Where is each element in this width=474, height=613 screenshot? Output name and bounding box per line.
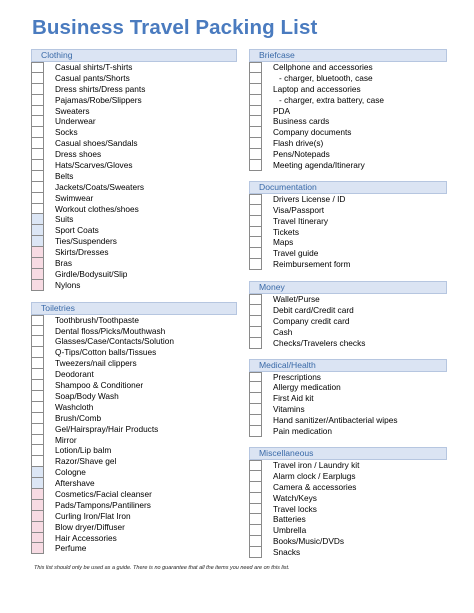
item-label: Girdle/Bodysuit/Slip xyxy=(55,268,128,279)
item-label: Sport Coats xyxy=(55,225,99,236)
checkbox[interactable] xyxy=(31,358,44,369)
item-label: Reimbursement form xyxy=(273,259,351,270)
item-label: Debit card/Credit card xyxy=(273,305,354,316)
checkbox[interactable] xyxy=(249,116,262,127)
item-label: Flash drive(s) xyxy=(273,138,324,149)
checkbox[interactable] xyxy=(31,402,44,413)
item-label: Nylons xyxy=(55,279,81,290)
item-label: Aftershave xyxy=(55,478,95,489)
section-medical xyxy=(249,359,447,437)
item-label: Tickets xyxy=(273,226,299,237)
checkbox[interactable] xyxy=(31,204,44,215)
checkbox[interactable] xyxy=(249,248,262,259)
checkbox[interactable] xyxy=(31,445,44,456)
item-label: Perfume xyxy=(55,543,87,554)
checkbox[interactable] xyxy=(31,182,44,193)
section-header-documentation: Documentation xyxy=(249,181,447,194)
checkbox[interactable] xyxy=(31,247,44,258)
item-label: Wallet/Purse xyxy=(273,294,320,305)
item-label: Travel iron / Laundry kit xyxy=(273,459,360,470)
checkbox[interactable] xyxy=(249,149,262,160)
disclaimer-note: This list should only be used as a guide. There is no guarantee that all the items you need are on this list. xyxy=(34,565,290,571)
checkbox[interactable] xyxy=(249,426,262,437)
checkbox[interactable] xyxy=(249,382,262,393)
list-item xyxy=(249,248,447,259)
item-label: Deodorant xyxy=(55,369,94,380)
item-label: Shampoo & Conditioner xyxy=(55,380,144,391)
item-label: Mirror xyxy=(55,434,77,445)
list-item xyxy=(249,382,447,393)
list-item xyxy=(249,372,447,383)
list-item xyxy=(249,116,447,127)
item-label: Allergy medication xyxy=(273,382,341,393)
misc-list xyxy=(249,460,447,558)
checkbox[interactable] xyxy=(249,127,262,138)
list-item xyxy=(249,547,447,558)
list-item xyxy=(249,536,447,547)
list-item xyxy=(249,227,447,238)
checkbox[interactable] xyxy=(31,391,44,402)
checkbox[interactable] xyxy=(249,493,262,504)
item-label: Razor/Shave gel xyxy=(55,456,117,467)
item-label: Toothbrush/Toothpaste xyxy=(55,314,139,325)
list-item xyxy=(31,369,237,380)
item-label: Dress shoes xyxy=(55,149,102,160)
money-list xyxy=(249,294,447,348)
checkbox[interactable] xyxy=(31,467,44,478)
list-item xyxy=(31,402,237,413)
checkbox[interactable] xyxy=(31,347,44,358)
list-item xyxy=(31,391,237,402)
item-label: Jackets/Coats/Sweaters xyxy=(55,181,144,192)
item-label: Snacks xyxy=(273,547,301,558)
list-item xyxy=(31,236,237,247)
item-label: - charger, extra battery, case xyxy=(279,94,384,105)
checkbox[interactable] xyxy=(31,543,44,554)
item-label: Belts xyxy=(55,170,74,181)
list-item xyxy=(249,393,447,404)
checkbox[interactable] xyxy=(31,193,44,204)
item-label: Washcloth xyxy=(55,401,94,412)
checkbox[interactable] xyxy=(31,380,44,391)
list-item xyxy=(249,316,447,327)
item-label: Laptop and accessories xyxy=(273,83,361,94)
item-label: Travel guide xyxy=(273,248,319,259)
section-header-money: Money xyxy=(249,281,447,294)
list-item xyxy=(31,347,237,358)
checkbox[interactable] xyxy=(31,280,44,291)
item-label: Q-Tips/Cotton balls/Tissues xyxy=(55,347,157,358)
briefcase-list xyxy=(249,62,447,171)
list-item xyxy=(31,214,237,225)
checkbox[interactable] xyxy=(31,95,44,106)
left-column xyxy=(31,49,237,554)
list-item xyxy=(249,84,447,95)
section-toiletries xyxy=(31,302,237,555)
item-label: Pain medication xyxy=(273,426,333,437)
right-column xyxy=(249,49,447,558)
item-label: Company documents xyxy=(273,127,352,138)
list-item xyxy=(31,326,237,337)
list-item xyxy=(31,445,237,456)
list-item xyxy=(249,294,447,305)
list-item xyxy=(31,106,237,117)
item-label: Hair Accessories xyxy=(55,532,117,543)
checkbox[interactable] xyxy=(31,456,44,467)
item-label: Hats/Scarves/Gloves xyxy=(55,160,133,171)
item-label: Pajamas/Robe/Slippers xyxy=(55,94,142,105)
checkbox[interactable] xyxy=(31,369,44,380)
item-label: Camera & accessories xyxy=(273,481,357,492)
checkbox[interactable] xyxy=(31,138,44,149)
list-item xyxy=(249,493,447,504)
item-label: Watch/Keys xyxy=(273,492,317,503)
list-item xyxy=(31,127,237,138)
item-label: Prescriptions xyxy=(273,371,321,382)
list-item xyxy=(31,138,237,149)
list-item xyxy=(249,415,447,426)
item-label: Pens/Notepads xyxy=(273,149,330,160)
item-label: Socks xyxy=(55,127,78,138)
item-label: Brush/Comb xyxy=(55,412,102,423)
item-label: Tweezers/nail clippers xyxy=(55,358,137,369)
list-item xyxy=(249,471,447,482)
checkbox[interactable] xyxy=(31,533,44,544)
item-label: Sweaters xyxy=(55,105,90,116)
checkbox[interactable] xyxy=(249,514,262,525)
list-item xyxy=(31,336,237,347)
checkbox[interactable] xyxy=(31,336,44,347)
list-item xyxy=(249,127,447,138)
list-item xyxy=(31,247,237,258)
item-label: Books/Music/DVDs xyxy=(273,536,345,547)
list-item xyxy=(249,426,447,437)
checkbox[interactable] xyxy=(31,84,44,95)
item-label: Vitamins xyxy=(273,404,305,415)
list-item xyxy=(31,511,237,522)
list-item xyxy=(249,62,447,73)
list-item xyxy=(31,73,237,84)
section-header-toiletries: Toiletries xyxy=(31,302,237,315)
list-item xyxy=(249,106,447,117)
checkbox[interactable] xyxy=(249,95,262,106)
item-label: Batteries xyxy=(273,514,306,525)
item-label: Bras xyxy=(55,258,73,269)
checkbox[interactable] xyxy=(249,294,262,305)
checkbox[interactable] xyxy=(31,171,44,182)
item-label: Alarm clock / Earplugs xyxy=(273,470,356,481)
checkbox[interactable] xyxy=(249,372,262,383)
list-item xyxy=(249,237,447,248)
item-label: Drivers License / ID xyxy=(273,193,346,204)
checkbox[interactable] xyxy=(249,547,262,558)
section-header-briefcase: Briefcase xyxy=(249,49,447,62)
checkbox[interactable] xyxy=(31,236,44,247)
item-label: Cellphone and accessories xyxy=(273,62,373,72)
list-item xyxy=(249,194,447,205)
toiletries-list xyxy=(31,315,237,555)
item-label: Company credit card xyxy=(273,315,350,326)
item-label: - charger, bluetooth, case xyxy=(279,72,373,83)
checkbox[interactable] xyxy=(249,404,262,415)
checkbox[interactable] xyxy=(31,258,44,269)
checkbox[interactable] xyxy=(249,471,262,482)
list-item xyxy=(31,62,237,73)
item-label: Curling Iron/Flat Iron xyxy=(55,510,131,521)
checkbox[interactable] xyxy=(31,326,44,337)
item-label: Underwear xyxy=(55,116,96,127)
checkbox[interactable] xyxy=(31,424,44,435)
list-item xyxy=(249,338,447,349)
checkbox[interactable] xyxy=(249,536,262,547)
list-item xyxy=(31,456,237,467)
item-label: Hand sanitizer/Antibacterial wipes xyxy=(273,415,398,426)
list-item xyxy=(31,543,237,554)
list-item xyxy=(31,182,237,193)
checkbox[interactable] xyxy=(249,305,262,316)
list-item xyxy=(31,413,237,424)
checkbox[interactable] xyxy=(249,525,262,536)
list-item xyxy=(249,205,447,216)
checkbox[interactable] xyxy=(249,415,262,426)
section-money xyxy=(249,281,447,348)
checkbox[interactable] xyxy=(249,216,262,227)
list-item xyxy=(249,95,447,106)
checkbox[interactable] xyxy=(249,504,262,515)
checkbox[interactable] xyxy=(31,106,44,117)
list-item xyxy=(31,478,237,489)
item-label: Cash xyxy=(273,326,293,337)
checkbox[interactable] xyxy=(31,435,44,446)
checkbox[interactable] xyxy=(249,160,262,171)
item-label: Glasses/Case/Contacts/Solution xyxy=(55,336,174,347)
list-item xyxy=(31,380,237,391)
list-item xyxy=(31,533,237,544)
list-item xyxy=(249,514,447,525)
list-item xyxy=(249,73,447,84)
list-item xyxy=(31,424,237,435)
item-label: Suits xyxy=(55,214,74,225)
item-label: Cosmetics/Facial cleanser xyxy=(55,488,152,499)
list-item xyxy=(31,95,237,106)
item-label: Cologne xyxy=(55,467,86,478)
checkbox[interactable] xyxy=(249,338,262,349)
item-label: Umbrella xyxy=(273,525,307,536)
list-item xyxy=(249,160,447,171)
list-item xyxy=(31,225,237,236)
item-label: Dental floss/Picks/Mouthwash xyxy=(55,325,166,336)
item-label: Casual shirts/T-shirts xyxy=(55,62,133,72)
list-item xyxy=(249,216,447,227)
list-item xyxy=(249,482,447,493)
checkbox[interactable] xyxy=(31,489,44,500)
page-title: Business Travel Packing List xyxy=(32,16,318,39)
item-label: Dress shirts/Dress pants xyxy=(55,83,146,94)
list-item xyxy=(31,116,237,127)
list-item xyxy=(31,435,237,446)
section-header-misc: Miscellaneous xyxy=(249,447,447,460)
item-label: First Aid kit xyxy=(273,393,314,404)
list-item xyxy=(31,149,237,160)
checkbox[interactable] xyxy=(31,269,44,280)
item-label: Visa/Passport xyxy=(273,204,325,215)
section-header-clothing: Clothing xyxy=(31,49,237,62)
item-label: Gel/Hairspray/Hair Products xyxy=(55,423,159,434)
list-item xyxy=(31,489,237,500)
list-item xyxy=(249,149,447,160)
list-item xyxy=(31,522,237,533)
list-item xyxy=(31,467,237,478)
checkbox[interactable] xyxy=(31,116,44,127)
item-label: Checks/Travelers checks xyxy=(273,337,366,348)
checkbox[interactable] xyxy=(249,84,262,95)
checkbox[interactable] xyxy=(31,478,44,489)
checkbox[interactable] xyxy=(31,160,44,171)
checkbox[interactable] xyxy=(31,62,44,73)
checkbox[interactable] xyxy=(31,225,44,236)
checkbox[interactable] xyxy=(249,259,262,270)
item-label: Maps xyxy=(273,237,294,248)
item-label: Travel Itinerary xyxy=(273,215,329,226)
list-item xyxy=(31,258,237,269)
checkbox[interactable] xyxy=(31,214,44,225)
checkbox[interactable] xyxy=(249,194,262,205)
item-label: Casual shoes/Sandals xyxy=(55,138,138,149)
checkbox[interactable] xyxy=(249,138,262,149)
checkbox[interactable] xyxy=(249,205,262,216)
checkbox[interactable] xyxy=(249,62,262,73)
checkbox[interactable] xyxy=(249,227,262,238)
item-label: Meeting agenda/Itinerary xyxy=(273,160,365,171)
list-item xyxy=(31,84,237,95)
list-item xyxy=(31,171,237,182)
checkbox[interactable] xyxy=(249,327,262,338)
checkbox[interactable] xyxy=(249,393,262,404)
item-label: Blow dryer/Diffuser xyxy=(55,521,125,532)
checkbox[interactable] xyxy=(31,413,44,424)
list-item xyxy=(31,269,237,280)
item-label: Travel locks xyxy=(273,503,317,514)
checkbox[interactable] xyxy=(249,106,262,117)
checkbox[interactable] xyxy=(249,460,262,471)
list-item xyxy=(249,504,447,515)
item-label: Skirts/Dresses xyxy=(55,247,109,258)
item-label: Casual pants/Shorts xyxy=(55,72,130,83)
item-label: PDA xyxy=(273,105,291,116)
item-label: Swimwear xyxy=(55,192,94,203)
medical-list xyxy=(249,372,447,437)
checkbox[interactable] xyxy=(31,522,44,533)
item-label: Business cards xyxy=(273,116,330,127)
list-item xyxy=(249,404,447,415)
list-item xyxy=(249,327,447,338)
checkbox[interactable] xyxy=(249,316,262,327)
item-label: Workout clothes/shoes xyxy=(55,203,139,214)
list-item xyxy=(31,280,237,291)
checkbox[interactable] xyxy=(31,73,44,84)
list-item xyxy=(249,460,447,471)
list-item xyxy=(31,315,237,326)
list-item xyxy=(31,358,237,369)
section-misc xyxy=(249,447,447,558)
list-item xyxy=(31,204,237,215)
list-item xyxy=(31,500,237,511)
section-clothing xyxy=(31,49,237,291)
item-label: Soap/Body Wash xyxy=(55,390,119,401)
list-item xyxy=(249,525,447,536)
checkbox[interactable] xyxy=(31,500,44,511)
checkbox[interactable] xyxy=(249,482,262,493)
checkbox[interactable] xyxy=(31,149,44,160)
checkbox[interactable] xyxy=(249,73,262,84)
clothing-list xyxy=(31,62,237,291)
section-header-medical: Medical/Health xyxy=(249,359,447,372)
section-documentation xyxy=(249,181,447,270)
checkbox[interactable] xyxy=(31,511,44,522)
list-item xyxy=(31,160,237,171)
list-item xyxy=(31,193,237,204)
list-item xyxy=(249,138,447,149)
item-label: Lotion/Lip balm xyxy=(55,445,112,456)
checkbox[interactable] xyxy=(249,237,262,248)
checkbox[interactable] xyxy=(31,315,44,326)
item-label: Pads/Tampons/Pantiliners xyxy=(55,499,151,510)
checkbox[interactable] xyxy=(31,127,44,138)
documentation-list xyxy=(249,194,447,270)
section-briefcase xyxy=(249,49,447,171)
list-item xyxy=(249,259,447,270)
list-item xyxy=(249,305,447,316)
item-label: Ties/Suspenders xyxy=(55,236,117,247)
